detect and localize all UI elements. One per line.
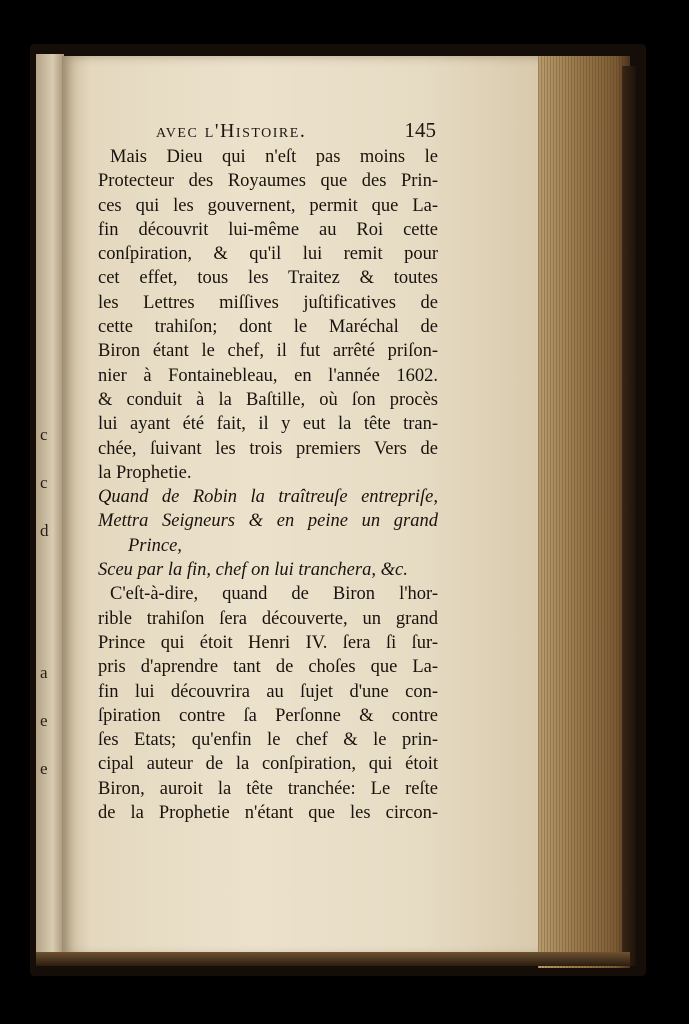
text-line: Prince, xyxy=(128,535,182,556)
text-line: cette trahiſon; dont le Maréchal de xyxy=(98,317,438,338)
prev-page-fragment: e xyxy=(40,759,48,778)
text-line: Protecteur des Royaumes que des Prin- xyxy=(98,171,438,192)
text-line: fin découvrit lui-même au Roi cette xyxy=(98,219,438,240)
text-line: fin lui découvrira au ſujet d'une con- xyxy=(98,681,438,702)
prev-page-fragment: e xyxy=(40,711,48,730)
text-line: Mettra Seigneurs & en peine un grand xyxy=(98,511,438,532)
text-line: lui ayant été fait, il y eut la tête tran- xyxy=(98,414,438,435)
text-line: pris d'aprendre tant de choſes que La- xyxy=(98,657,438,678)
text-line: ces qui les gouvernent, permit que La- xyxy=(98,195,438,216)
page-block-fore-edge xyxy=(538,56,630,968)
prev-page-fragment: d xyxy=(40,521,49,540)
text-line: Biron, auroit la tête tranchée: Le reſte xyxy=(98,778,438,799)
text-line: Quand de Robin la traîtreuſe entrepriſe, xyxy=(98,487,438,508)
text-line: conſpiration, & qu'il lui remit pour xyxy=(98,244,438,265)
text-line: chée, ſuivant les trois premiers Vers de xyxy=(98,438,438,459)
page-number: 145 xyxy=(404,118,436,142)
previous-page-edge xyxy=(36,54,64,952)
text-line: la Prophetie. xyxy=(98,462,192,483)
text-line: ſpiration contre ſa Perſonne & contre xyxy=(98,705,438,726)
running-title: avec l'Histoire. xyxy=(156,120,307,142)
text-line: les Lettres miſſives juſtificatives de xyxy=(98,292,438,313)
text-line: Mais Dieu qui n'eſt pas moins le xyxy=(110,147,438,167)
text-line: de la Prophetie n'étant que les circon- xyxy=(98,803,438,824)
text-line: Biron étant le chef, il fut arrêté priſon- xyxy=(98,341,438,362)
text-line: Sceu par la fin, chef on lui tranchera, &c. xyxy=(98,560,408,581)
prev-page-fragment: a xyxy=(40,663,48,682)
prev-page-fragment: c xyxy=(40,473,48,492)
text-line: C'eſt-à-dire, quand de Biron l'hor- xyxy=(110,584,438,605)
text-line: ſes Etats; qu'enfin le chef & le prin- xyxy=(98,730,438,751)
book-cover-edge xyxy=(622,66,636,966)
text-line: cipal auteur de la conſpiration, qui étoit xyxy=(98,754,438,775)
text-line: & conduit à la Baſtille, où ſon procès xyxy=(98,389,438,410)
body-text xyxy=(98,145,438,825)
prev-page-fragment: c xyxy=(40,425,48,444)
text-line: Prince qui étoit Henri IV. ſera ſi ſur- xyxy=(98,632,438,653)
text-line: nier à Fontainebleau, en l'année 1602. xyxy=(98,365,438,386)
text-line: cet effet, tous les Traitez & toutes xyxy=(98,268,438,289)
book-bottom-edge xyxy=(36,952,630,966)
text-line: rible trahiſon ſera découverte, un grand xyxy=(98,608,438,629)
running-head xyxy=(156,120,436,144)
